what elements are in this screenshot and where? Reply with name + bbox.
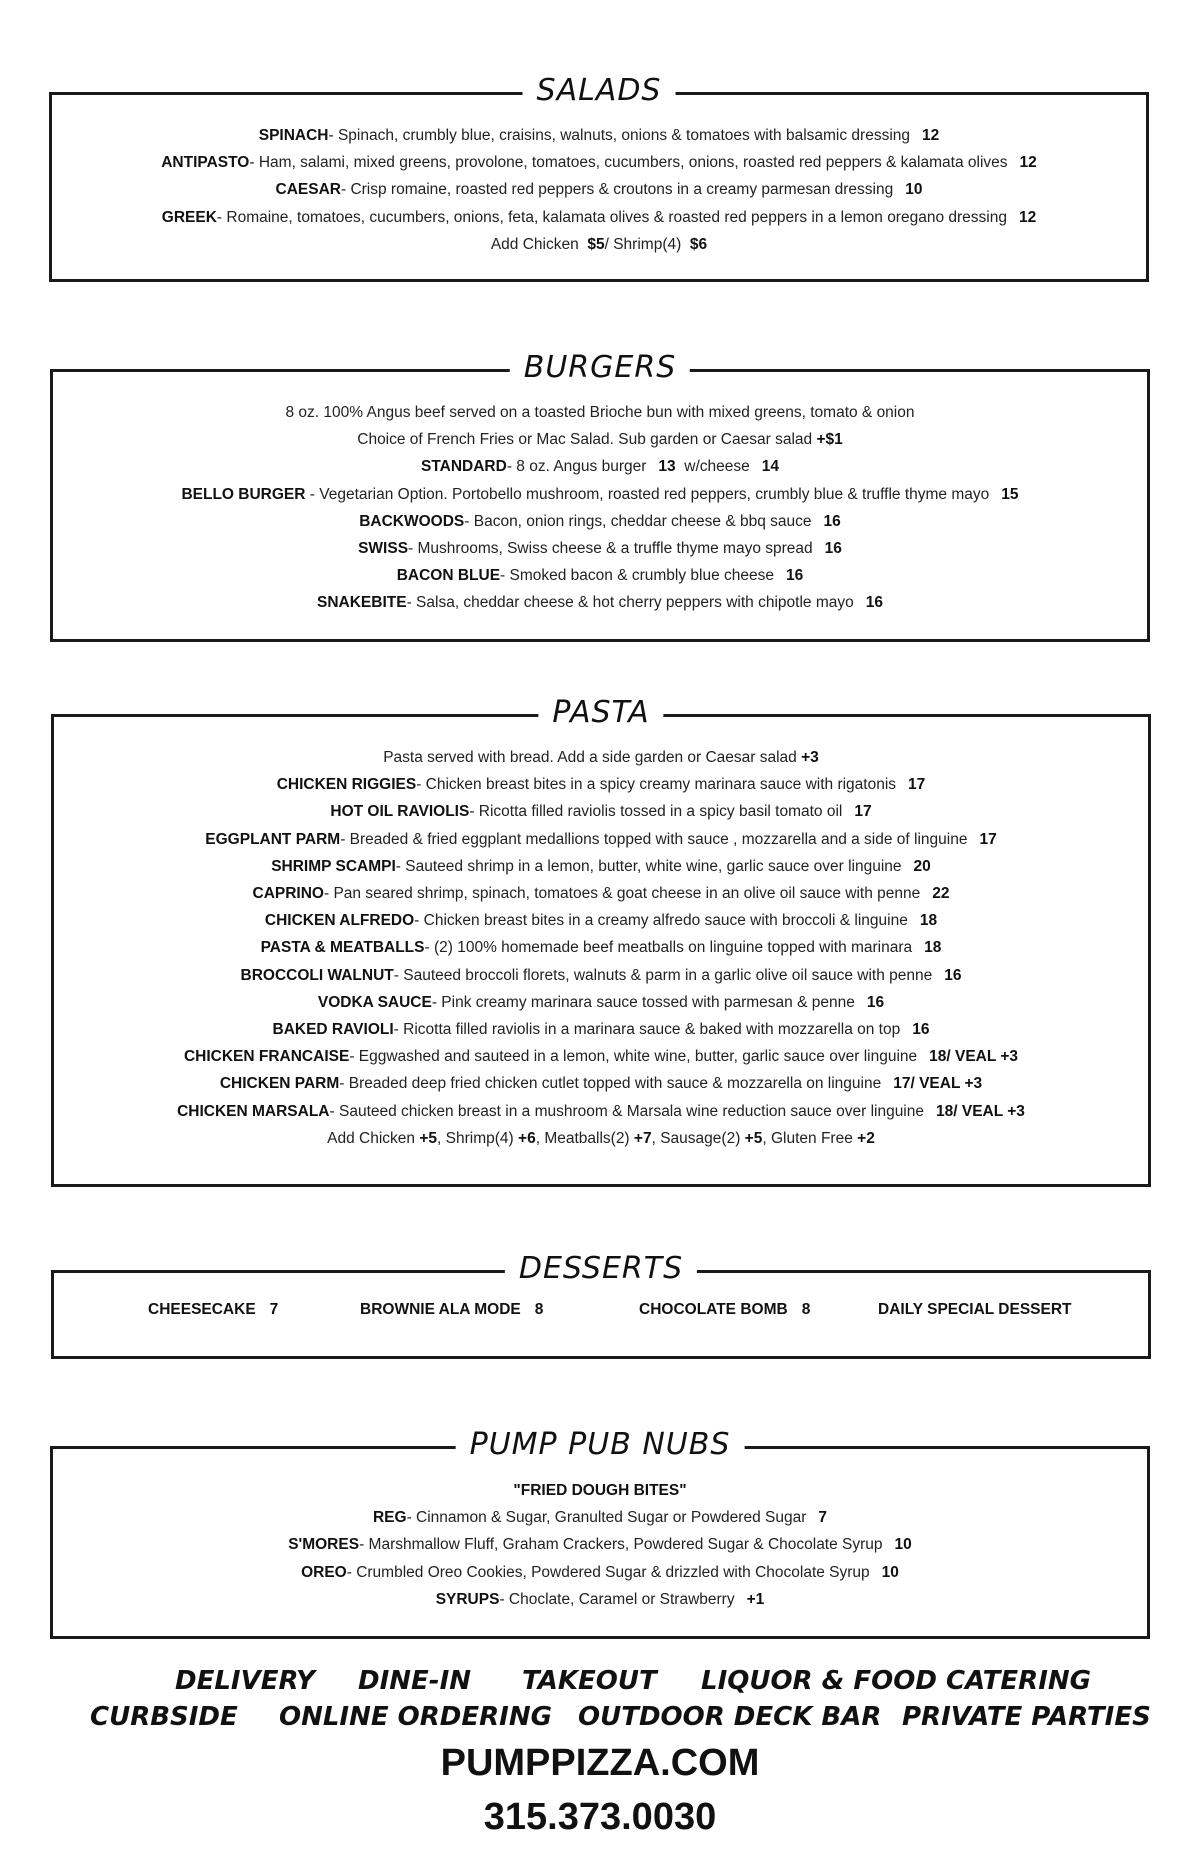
item-desc: - Pink creamy marinara sauce tossed with parmesan & penne [431,993,855,1011]
choice-price: +$1 [816,431,843,449]
item-price: 17/ VEAL +3 [893,1075,983,1093]
item-desc: - Sauteed shrimp in a lemon, butter, white wine, garlic sauce over linguine [395,857,902,875]
item-name: BAKED RAVIOLI [272,1021,394,1039]
item-desc: - Chicken breast bites in a spicy creamy marinara sauce with rigatonis [416,776,897,794]
menu-item [53,1504,1147,1531]
menu-item [54,826,1148,853]
menu-item [54,962,1148,989]
item-price: 12 [1018,208,1037,226]
menu-item [52,176,1146,203]
item-price: 7 [818,1509,827,1527]
item-name: SHRIMP SCAMPI [271,857,396,875]
item-desc: - Crumbled Oreo Cookies, Powdered Sugar & drizzled with Chocolate Syrup [346,1563,870,1581]
item-price: 18/ VEAL +3 [929,1048,1019,1066]
desserts-list [54,1301,1148,1328]
item-name: CHICKEN MARSALA [177,1102,330,1120]
menu-item [53,535,1147,562]
website-link[interactable]: PUMPPIZZA.COM [440,1742,760,1784]
item-price: 17 [854,803,872,821]
addon-sausage-label: , Sausage(2) [651,1129,741,1147]
menu-item [54,1043,1148,1070]
item-name: CHICKEN RIGGIES [276,776,417,794]
pasta-list [54,744,1148,1152]
menu-item [54,1098,1148,1125]
services-row-2 [0,1702,1200,1738]
item-price: +1 [746,1590,765,1608]
item-desc: - Sauteed broccoli florets, walnuts & parm in a garlic olive oil sauce with penne [393,966,933,984]
item-name: CHICKEN FRANCAISE [183,1048,350,1066]
item-price: 12 [922,127,940,144]
item-desc: - (2) 100% homemade beef meatballs on linguine topped with marinara [424,939,913,957]
service-dine-in: DINE-IN [358,1666,472,1696]
item-name: SNAKEBITE [317,594,407,612]
addon-gf-price: +2 [857,1129,875,1147]
item-name: CHICKEN ALFREDO [264,912,415,930]
item-name: SWISS [358,540,409,558]
dessert-item [639,1301,810,1319]
menu-item [54,934,1148,961]
intro-price: +3 [801,749,819,766]
item-price: 15 [1001,485,1019,503]
menu-item [53,453,1147,480]
item-name: S'MORES [288,1536,360,1554]
addon-shrimp-label: / Shrimp(4) [604,235,682,253]
item-desc: - Salsa, cheddar cheese & hot cherry peppers with chipotle mayo [406,594,854,612]
item-price: 18 [924,939,942,957]
item-desc: - Smoked bacon & crumbly blue cheese [500,567,775,585]
item-price: 18/ VEAL +3 [936,1102,1025,1120]
item-price: 10 [881,1563,899,1581]
item-desc: - Vegetarian Option. Portobello mushroom, roasted red peppers, crumbly blue & truffle thyme mayo [309,485,990,503]
item-price: 17 [908,776,926,794]
item-price: 16 [912,1021,930,1039]
item-desc: - Ricotta filled raviolis tossed in a spicy basil tomato oil [469,803,843,821]
item-price: 16 [824,540,842,558]
menu-item [54,798,1148,825]
menu-item [53,589,1147,616]
item-desc: - Choclate, Caramel or Strawberry [499,1590,735,1608]
service-catering: LIQUOR & FOOD CATERING [701,1666,1091,1696]
item-price: 8 [801,1301,811,1318]
menu-item [54,989,1148,1016]
addon-sausage-price: +5 [744,1129,763,1147]
item-name: REG [372,1509,407,1527]
menu-item [53,481,1147,508]
dessert-item [878,1301,1072,1319]
services-row-1 [0,1666,1200,1702]
menu-item [54,880,1148,907]
menu-item [52,122,1146,149]
item-name: BROWNIE ALA MODE [360,1301,521,1318]
item-desc: - Marshmallow Fluff, Graham Crackers, Powdered Sugar & Chocolate Syrup [359,1536,883,1554]
item-price: 7 [269,1301,279,1318]
service-online-ordering: ONLINE ORDERING [279,1702,552,1732]
menu-item [53,1586,1147,1613]
addon-meatballs-price: +7 [633,1129,652,1147]
desserts-section [51,1251,1151,1359]
item-name: CAESAR [275,181,341,199]
pasta-addons [54,1125,1148,1152]
addon-gf-label: , Gluten Free [762,1129,853,1147]
salads-list [52,122,1146,258]
pasta-title: PASTA [538,691,663,735]
nubs-title: PUMP PUB NUBS [456,1423,745,1467]
burgers-list [53,399,1147,617]
addon-shrimp-price: +6 [518,1129,536,1147]
item-desc: - Eggwashed and sauteed in a lemon, white wine, butter, garlic sauce over linguine [349,1048,918,1066]
menu-item [52,149,1146,176]
item-desc: - Bacon, onion rings, cheddar cheese & bbq sauce [464,512,812,530]
item-price: 20 [913,857,931,875]
menu-item [54,1070,1148,1097]
item-desc: - Breaded deep fried chicken cutlet topped with sauce & mozzarella on linguine [339,1075,882,1093]
item-price: 18 [919,912,938,930]
item-desc: - Ham, salami, mixed greens, provolone, tomatoes, cucumbers, onions, roasted red peppers & kalamata olives [249,154,1008,172]
cheese-text: w/cheese [684,458,750,476]
cheese-price: 14 [761,458,780,476]
burgers-section [50,350,1150,642]
item-price: 13 [658,458,676,476]
nubs-list [53,1477,1147,1613]
addon-shrimp-price: $6 [689,235,708,253]
addon-shrimp-label: , Shrimp(4) [437,1129,514,1147]
item-desc: - Crisp romaine, roasted red peppers & croutons in a creamy parmesan dressing [340,181,894,199]
item-name: STANDARD [420,458,507,476]
item-name: CHOCOLATE BOMB [639,1301,788,1318]
menu-item [53,508,1147,535]
burgers-intro: 8 oz. 100% Angus beef served on a toasted Brioche bun with mixed greens, tomato & onion [285,404,915,421]
item-name: CHEESECAKE [148,1301,256,1318]
salads-section [49,73,1149,282]
item-desc: - Chicken breast bites in a creamy alfredo sauce with broccoli & linguine [414,912,908,930]
item-name: SPINACH [258,127,329,144]
burgers-choice [53,426,1147,453]
item-desc: - Pan seared shrimp, spinach, tomatoes & goat cheese in an olive oil sauce with penne [323,885,921,903]
item-price: 12 [1019,154,1037,172]
menu-item [54,853,1148,880]
service-private-parties: PRIVATE PARTIES [902,1702,1151,1732]
menu-item [54,771,1148,798]
item-name: EGGPLANT PARM [205,830,341,848]
service-curbside: CURBSIDE [90,1702,238,1732]
item-desc: - Ricotta filled raviolis in a marinara sauce & baked with mozzarella on top [393,1021,901,1039]
item-desc: - 8 oz. Angus burger [506,458,647,476]
menu-item [53,1559,1147,1586]
menu-item [52,204,1146,231]
salads-title: SALADS [523,69,676,113]
addon-chicken-label: Add Chicken [327,1129,416,1147]
item-name: SYRUPS [435,1590,500,1608]
item-desc: - Cinnamon & Sugar, Granulted Sugar or Powdered Sugar [406,1509,807,1527]
item-name: BROCCOLI WALNUT [240,966,394,984]
item-name: PASTA & MEATBALLS [260,939,425,957]
item-name: OREO [301,1563,347,1581]
pasta-intro [54,744,1148,771]
item-price: 22 [932,885,950,903]
item-desc: - Spinach, crumbly blue, craisins, walnuts, onions & tomatoes with balsamic dressing [328,127,911,144]
desserts-title: DESSERTS [505,1247,697,1291]
nubs-subtitle: "FRIED DOUGH BITES" [513,1482,687,1499]
desserts-row [54,1301,1148,1328]
pasta-section [51,695,1151,1187]
item-price: 17 [979,830,997,848]
nubs-section [50,1427,1150,1639]
item-desc: - Breaded & fried eggplant medallions topped with sauce , mozzarella and a side of linguine [340,830,968,848]
choice-text: Choice of French Fries or Mac Salad. Sub garden or Caesar salad [357,431,813,449]
addon-label: Add Chicken [490,235,579,253]
salads-addon [52,231,1146,258]
item-name: ANTIPASTO [161,154,250,172]
addon-chicken-price: $5 [587,235,605,253]
item-price: 8 [534,1301,544,1318]
item-name: GREEK [161,208,217,226]
dessert-item [148,1301,278,1319]
addon-chicken-price: +5 [419,1129,438,1147]
intro-text: Pasta served with bread. Add a side garden or Caesar salad [383,749,797,766]
item-name: CHICKEN PARM [219,1075,340,1093]
item-price: 10 [894,1536,912,1554]
menu-item [54,1016,1148,1043]
service-delivery: DELIVERY [175,1666,315,1696]
item-name: BELLO BURGER [181,485,306,503]
item-price: 16 [786,567,804,585]
item-name: DAILY SPECIAL DESSERT [878,1301,1072,1318]
menu-item [53,1531,1147,1558]
item-price: 16 [944,966,962,984]
phone-number[interactable]: 315.373.0030 [483,1796,717,1838]
item-price: 16 [823,512,841,530]
item-name: CAPRINO [252,885,324,903]
item-price: 16 [866,993,885,1011]
item-desc: - Mushrooms, Swiss cheese & a truffle thyme mayo spread [408,540,813,558]
burgers-title: BURGERS [510,346,690,390]
item-name: HOT OIL RAVIOLIS [330,803,470,821]
menu-item [54,907,1148,934]
item-desc: - Romaine, tomatoes, cucumbers, onions, feta, kalamata olives & roasted red peppers in a lemon oregano dressing [216,208,1007,226]
item-name: BACON BLUE [396,567,501,585]
item-name: VODKA SAUCE [317,993,432,1011]
service-takeout: TAKEOUT [522,1666,657,1696]
addon-meatballs-label: , Meatballs(2) [535,1129,630,1147]
item-price: 10 [905,181,923,199]
item-desc: - Sauteed chicken breast in a mushroom & Marsala wine reduction sauce over linguine [329,1102,924,1120]
item-name: BACKWOODS [359,512,465,530]
service-deck-bar: OUTDOOR DECK BAR [578,1702,882,1732]
menu-item [53,562,1147,589]
dessert-item [360,1301,543,1319]
item-price: 16 [865,594,883,612]
